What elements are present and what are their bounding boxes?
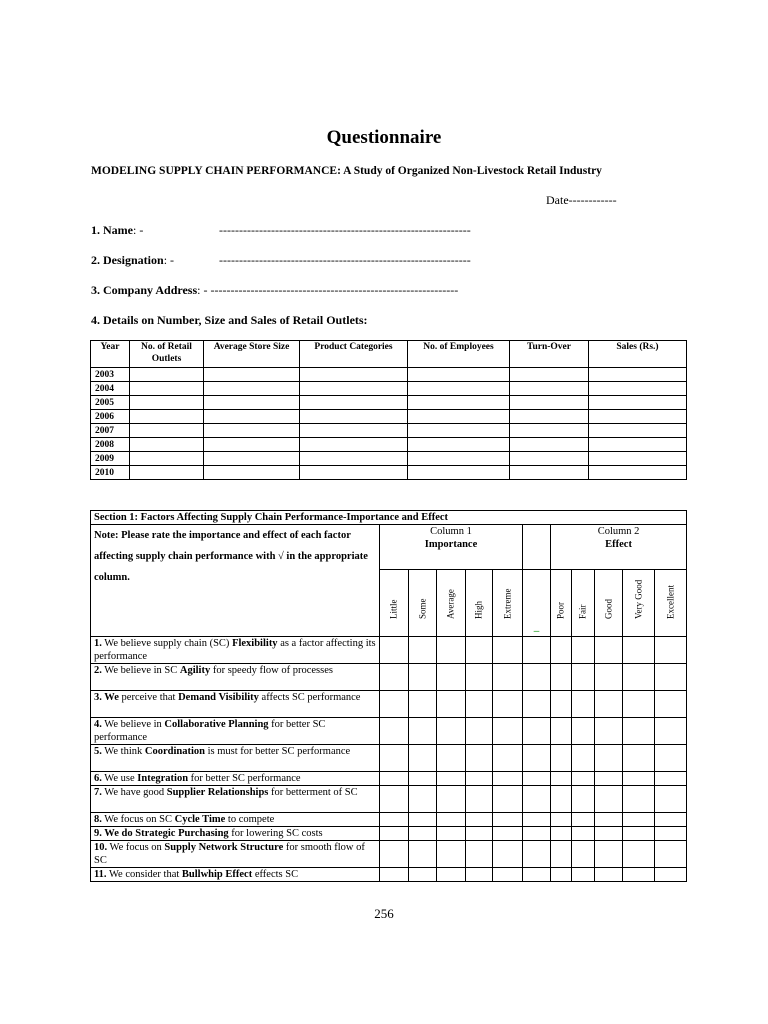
separator-mark-cell (523, 570, 551, 637)
importance-rating-cell (380, 637, 409, 664)
outlets-row (91, 396, 687, 410)
separator-cell (523, 637, 551, 664)
factor-row (91, 827, 687, 841)
name-field: 1. Name: - (91, 223, 144, 237)
outlets-entry-cell (130, 452, 204, 466)
importance-rating-cell (493, 718, 523, 745)
separator-header-cell (523, 525, 551, 570)
effect-rating-cell (595, 691, 623, 718)
page-number: 256 (374, 906, 394, 921)
effect-rating-cell (572, 691, 595, 718)
date-field: Date------------ (546, 193, 617, 207)
outlets-entry-cell (300, 466, 408, 480)
effect-rating-cell (551, 637, 572, 664)
importance-rating-cell (466, 827, 493, 841)
factor-row (91, 813, 687, 827)
importance-rating-cell (437, 772, 466, 786)
effect-rating-cell (595, 786, 623, 813)
column2-label: Effect (605, 539, 632, 550)
effect-rating-cell (655, 718, 687, 745)
header-sales: Sales (Rs.) (589, 341, 687, 368)
outlets-entry-cell (204, 452, 300, 466)
importance-rating-cell (409, 827, 437, 841)
column1-title: Column 1 (430, 526, 472, 537)
outlets-entry-cell (300, 410, 408, 424)
effect-rating-cell (595, 827, 623, 841)
outlets-entry-cell (589, 410, 687, 424)
outlets-entry-cell (408, 368, 510, 382)
importance-rating-cell (409, 841, 437, 868)
outlets-entry-cell (204, 396, 300, 410)
importance-rating-cell (493, 827, 523, 841)
importance-rating-cell (409, 868, 437, 882)
outlets-entry-cell (300, 382, 408, 396)
importance-rating-cell (466, 691, 493, 718)
separator-cell (523, 745, 551, 772)
factor-statement: 11. We consider that Bullwhip Effect effects SC (91, 868, 380, 882)
outlets-entry-cell (408, 438, 510, 452)
outlets-header-row (91, 341, 687, 368)
factors-table (90, 510, 687, 882)
outlets-entry-cell (130, 466, 204, 480)
year-cell: 2009 (91, 452, 130, 466)
outlets-entry-cell (130, 424, 204, 438)
outlets-entry-cell (510, 410, 589, 424)
importance-rating-cell (466, 664, 493, 691)
importance-rating-cell (409, 664, 437, 691)
outlets-entry-cell (130, 410, 204, 424)
effect-rating-cell (572, 745, 595, 772)
outlets-row (91, 410, 687, 424)
outlets-entry-cell (510, 368, 589, 382)
effect-rating-cell (595, 664, 623, 691)
section4-heading: 4. Details on Number, Size and Sales of Retail Outlets: (91, 313, 368, 327)
effect-rating-cell (623, 786, 655, 813)
effect-rating-cell (655, 827, 687, 841)
importance-rating-cell (493, 868, 523, 882)
effect-scale-label: Excellent (655, 570, 687, 637)
effect-rating-cell (551, 772, 572, 786)
importance-rating-cell (380, 664, 409, 691)
effect-rating-cell (595, 868, 623, 882)
effect-rating-cell (623, 637, 655, 664)
importance-rating-cell (380, 772, 409, 786)
factor-row (91, 772, 687, 786)
header-retail-outlets: No. of Retail Outlets (130, 341, 204, 368)
factor-row (91, 786, 687, 813)
effect-rating-cell (572, 868, 595, 882)
importance-rating-cell (493, 691, 523, 718)
effect-rating-cell (551, 718, 572, 745)
section1-title: Section 1: Factors Affecting Supply Chain Performance-Importance and Effect (91, 511, 687, 525)
outlets-entry-cell (204, 466, 300, 480)
designation-dash-line: --------------------------------------------------------------- (219, 253, 471, 267)
column1-label: Importance (424, 539, 478, 550)
outlets-entry-cell (589, 368, 687, 382)
effect-rating-cell (655, 868, 687, 882)
year-cell: 2003 (91, 368, 130, 382)
effect-rating-cell (551, 827, 572, 841)
importance-rating-cell (409, 637, 437, 664)
outlets-row (91, 368, 687, 382)
year-cell: 2006 (91, 410, 130, 424)
separator-mark: _ (533, 621, 540, 633)
outlets-entry-cell (510, 438, 589, 452)
effect-rating-cell (655, 664, 687, 691)
effect-rating-cell (655, 637, 687, 664)
outlets-entry-cell (130, 438, 204, 452)
effect-rating-cell (655, 841, 687, 868)
effect-rating-cell (595, 813, 623, 827)
effect-rating-cell (572, 637, 595, 664)
importance-rating-cell (493, 637, 523, 664)
effect-rating-cell (595, 772, 623, 786)
factor-statement: 1. We believe supply chain (SC) Flexibility as a factor affecting its performance (91, 637, 380, 664)
importance-scale-label: Average (437, 570, 466, 637)
section1-note: Note: Please rate the importance and effect of each factor affecting supply chain performance with √ in the appropriate column. (91, 525, 380, 637)
factor-statement: 6. We use Integration for better SC performance (91, 772, 380, 786)
designation-field: 2. Designation: - (91, 253, 175, 267)
outlets-entry-cell (300, 424, 408, 438)
factor-statement: 3. We perceive that Demand Visibility affects SC performance (91, 691, 380, 718)
factor-statement: 4. We believe in Collaborative Planning for better SC performance (91, 718, 380, 745)
separator-cell (523, 718, 551, 745)
outlets-entry-cell (300, 438, 408, 452)
outlets-entry-cell (589, 438, 687, 452)
effect-rating-cell (623, 664, 655, 691)
outlets-row (91, 466, 687, 480)
importance-rating-cell (380, 868, 409, 882)
importance-rating-cell (380, 691, 409, 718)
factor-statement: 7. We have good Supplier Relationships for betterment of SC (91, 786, 380, 813)
effect-rating-cell (595, 745, 623, 772)
year-cell: 2010 (91, 466, 130, 480)
outlets-entry-cell (510, 452, 589, 466)
importance-rating-cell (493, 813, 523, 827)
effect-scale-label: Very Good (623, 570, 655, 637)
outlets-entry-cell (204, 382, 300, 396)
importance-rating-cell (409, 691, 437, 718)
importance-rating-cell (437, 664, 466, 691)
effect-rating-cell (572, 772, 595, 786)
study-subtitle: MODELING SUPPLY CHAIN PERFORMANCE: A Study of Organized Non-Livestock Retail Industry (91, 165, 602, 177)
header-store-size: Average Store Size (204, 341, 300, 368)
effect-rating-cell (551, 664, 572, 691)
factor-row (91, 691, 687, 718)
year-cell: 2008 (91, 438, 130, 452)
importance-rating-cell (493, 745, 523, 772)
outlets-entry-cell (204, 438, 300, 452)
importance-rating-cell (493, 772, 523, 786)
effect-rating-cell (655, 691, 687, 718)
effect-rating-cell (551, 745, 572, 772)
effect-rating-cell (595, 718, 623, 745)
effect-rating-cell (572, 664, 595, 691)
company-address-field: 3. Company Address: - -------------------------------------------------------------- (91, 283, 459, 297)
importance-rating-cell (466, 745, 493, 772)
outlets-entry-cell (589, 396, 687, 410)
effect-rating-cell (572, 827, 595, 841)
outlets-entry-cell (408, 382, 510, 396)
effect-rating-cell (551, 691, 572, 718)
outlets-entry-cell (130, 368, 204, 382)
outlets-entry-cell (408, 466, 510, 480)
outlets-entry-cell (130, 396, 204, 410)
effect-rating-cell (655, 745, 687, 772)
effect-rating-cell (623, 745, 655, 772)
outlets-entry-cell (300, 452, 408, 466)
outlets-row (91, 452, 687, 466)
importance-rating-cell (380, 841, 409, 868)
importance-rating-cell (466, 786, 493, 813)
outlets-entry-cell (589, 382, 687, 396)
separator-cell (523, 827, 551, 841)
outlets-row (91, 382, 687, 396)
effect-rating-cell (572, 841, 595, 868)
effect-rating-cell (623, 841, 655, 868)
separator-cell (523, 868, 551, 882)
importance-rating-cell (380, 718, 409, 745)
importance-rating-cell (437, 637, 466, 664)
factor-row (91, 664, 687, 691)
importance-rating-cell (409, 745, 437, 772)
effect-scale-label: Good (595, 570, 623, 637)
outlets-entry-cell (510, 382, 589, 396)
effect-scale-label: Fair (572, 570, 595, 637)
year-cell: 2004 (91, 382, 130, 396)
header-turnover: Turn-Over (510, 341, 589, 368)
importance-rating-cell (493, 664, 523, 691)
year-cell: 2007 (91, 424, 130, 438)
effect-rating-cell (551, 813, 572, 827)
separator-cell (523, 664, 551, 691)
outlets-entry-cell (510, 424, 589, 438)
importance-rating-cell (409, 772, 437, 786)
header-employees: No. of Employees (408, 341, 510, 368)
effect-rating-cell (595, 841, 623, 868)
effect-rating-cell (572, 718, 595, 745)
outlets-entry-cell (130, 382, 204, 396)
separator-cell (523, 786, 551, 813)
importance-rating-cell (466, 841, 493, 868)
factor-row (91, 868, 687, 882)
column1-header (380, 525, 523, 570)
importance-rating-cell (380, 745, 409, 772)
factor-statement: 9. We do Strategic Purchasing for lowering SC costs (91, 827, 380, 841)
effect-rating-cell (551, 841, 572, 868)
outlets-entry-cell (300, 368, 408, 382)
effect-rating-cell (551, 786, 572, 813)
outlets-entry-cell (204, 410, 300, 424)
importance-rating-cell (380, 786, 409, 813)
outlets-entry-cell (589, 452, 687, 466)
importance-rating-cell (493, 786, 523, 813)
factor-row (91, 637, 687, 664)
effect-rating-cell (572, 786, 595, 813)
name-dash-line: --------------------------------------------------------------- (219, 223, 471, 237)
effect-rating-cell (572, 813, 595, 827)
importance-rating-cell (409, 718, 437, 745)
importance-rating-cell (437, 786, 466, 813)
separator-cell (523, 841, 551, 868)
importance-rating-cell (466, 637, 493, 664)
importance-rating-cell (380, 827, 409, 841)
outlets-entry-cell (300, 396, 408, 410)
effect-rating-cell (655, 813, 687, 827)
effect-rating-cell (595, 637, 623, 664)
factor-statement: 2. We believe in SC Agility for speedy flow of processes (91, 664, 380, 691)
importance-rating-cell (437, 745, 466, 772)
factor-row (91, 718, 687, 745)
effect-rating-cell (623, 691, 655, 718)
outlets-entry-cell (510, 466, 589, 480)
importance-rating-cell (493, 841, 523, 868)
importance-scale-label: Some (409, 570, 437, 637)
column2-header (551, 525, 687, 570)
separator-cell (523, 772, 551, 786)
separator-cell (523, 691, 551, 718)
importance-rating-cell (437, 841, 466, 868)
importance-scale-label: Little (380, 570, 409, 637)
outlets-row (91, 438, 687, 452)
header-product-categories: Product Categories (300, 341, 408, 368)
importance-rating-cell (437, 718, 466, 745)
factor-row (91, 841, 687, 868)
effect-rating-cell (655, 772, 687, 786)
outlets-row (91, 424, 687, 438)
effect-rating-cell (623, 772, 655, 786)
importance-rating-cell (437, 691, 466, 718)
outlets-entry-cell (408, 452, 510, 466)
importance-rating-cell (466, 813, 493, 827)
outlets-entry-cell (204, 424, 300, 438)
effect-rating-cell (623, 868, 655, 882)
effect-scale-label: Poor (551, 570, 572, 637)
factor-statement: 8. We focus on SC Cycle Time to compete (91, 813, 380, 827)
effect-rating-cell (623, 813, 655, 827)
importance-rating-cell (380, 813, 409, 827)
outlets-entry-cell (589, 424, 687, 438)
importance-rating-cell (466, 772, 493, 786)
importance-scale-label: Extreme (493, 570, 523, 637)
outlets-entry-cell (510, 396, 589, 410)
importance-rating-cell (437, 868, 466, 882)
effect-rating-cell (623, 827, 655, 841)
importance-scale-label: High (466, 570, 493, 637)
page-title: Questionnaire (326, 127, 442, 148)
effect-rating-cell (655, 786, 687, 813)
importance-rating-cell (437, 813, 466, 827)
importance-rating-cell (466, 718, 493, 745)
outlets-entry-cell (408, 424, 510, 438)
year-cell: 2005 (91, 396, 130, 410)
factor-statement: 10. We focus on Supply Network Structure for smooth flow of SC (91, 841, 380, 868)
outlets-entry-cell (408, 396, 510, 410)
effect-rating-cell (551, 868, 572, 882)
importance-rating-cell (437, 827, 466, 841)
effect-rating-cell (623, 718, 655, 745)
retail-outlets-table (90, 340, 687, 480)
importance-rating-cell (466, 868, 493, 882)
importance-rating-cell (409, 813, 437, 827)
outlets-entry-cell (589, 466, 687, 480)
column2-title: Column 2 (597, 526, 640, 537)
header-year: Year (91, 341, 130, 368)
factor-row (91, 745, 687, 772)
separator-cell (523, 813, 551, 827)
importance-rating-cell (409, 786, 437, 813)
outlets-entry-cell (204, 368, 300, 382)
company-address-dash-line: -------------------------------------------------------------- (210, 283, 459, 297)
factor-statement: 5. We think Coordination is must for better SC performance (91, 745, 380, 772)
outlets-entry-cell (408, 410, 510, 424)
